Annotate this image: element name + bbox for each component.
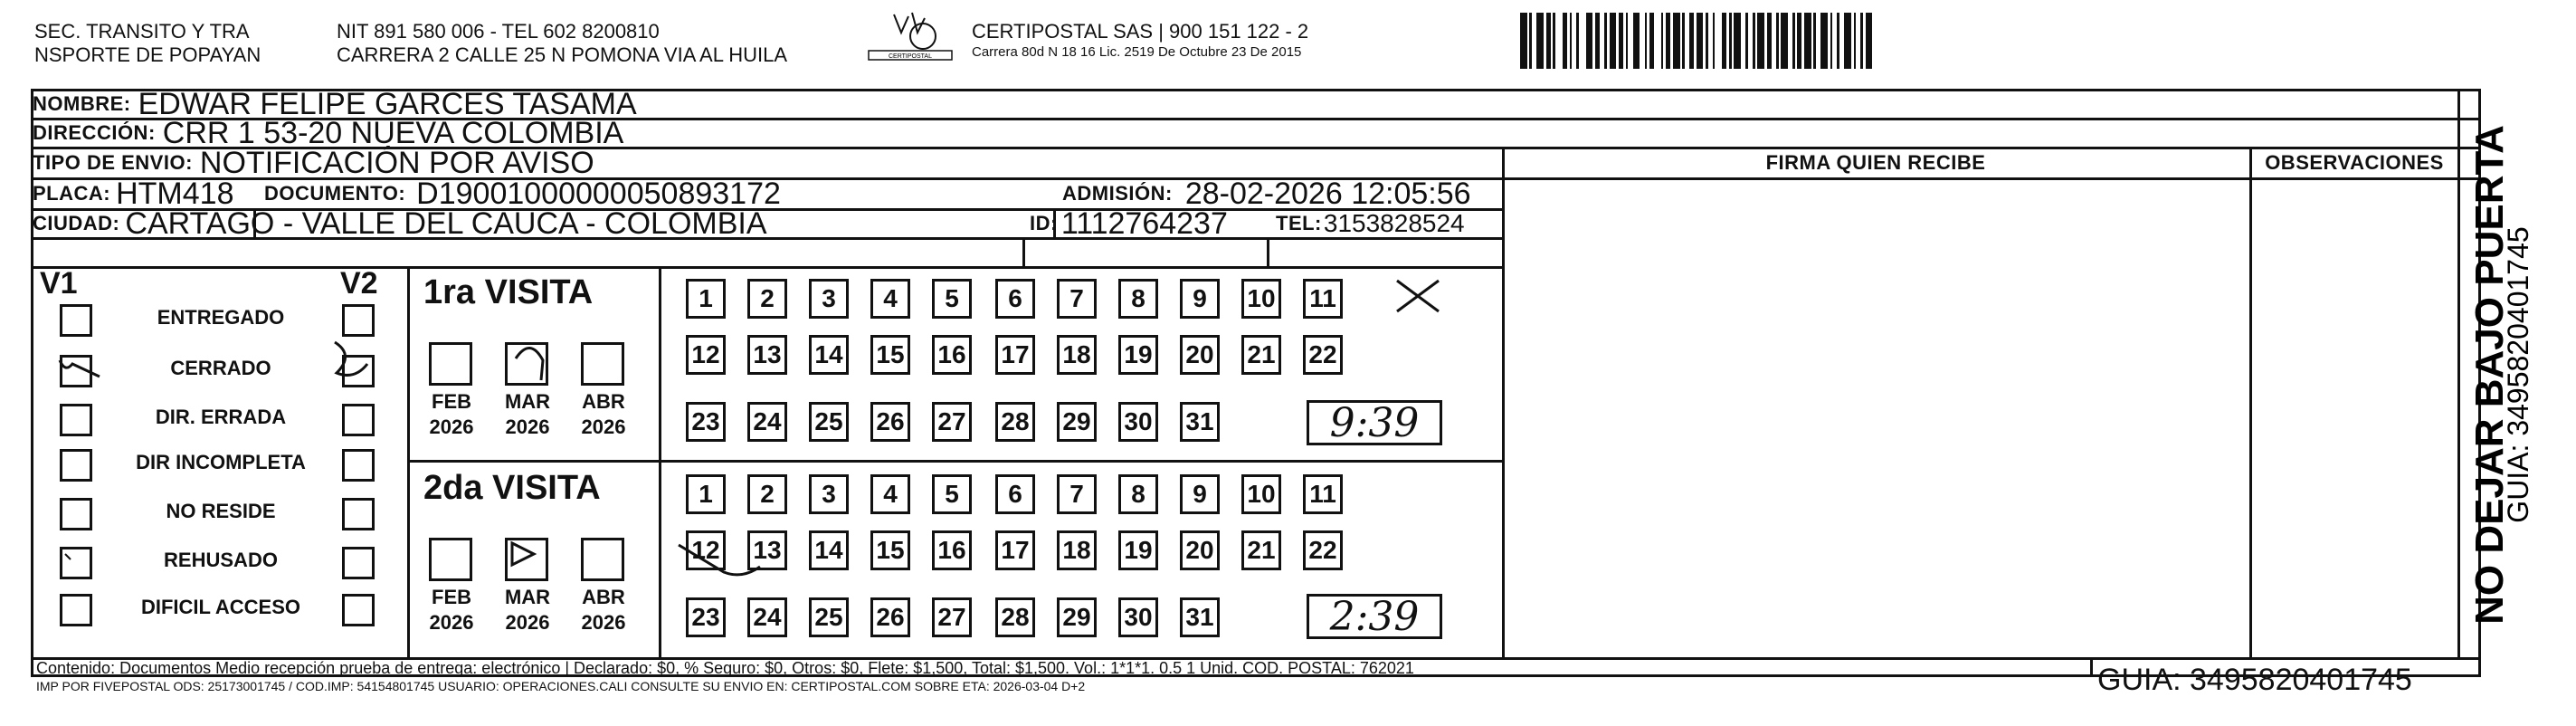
day-box[interactable]: 1 xyxy=(686,474,726,514)
direccion-label: DIRECCIÓN: xyxy=(33,121,156,144)
footer-guia: GUIA: 3495820401745 xyxy=(2097,663,2412,697)
day-box[interactable]: 1 xyxy=(686,279,726,319)
day-box[interactable]: 2 xyxy=(747,474,787,514)
day-box[interactable]: 30 xyxy=(1118,597,1158,637)
barcode-bar xyxy=(1673,13,1680,69)
barcode-bar xyxy=(1610,13,1617,69)
first-visit-label: 1ra VISITA xyxy=(423,273,594,311)
barcode-bar xyxy=(1781,13,1788,69)
day-box[interactable]: 20 xyxy=(1180,335,1220,375)
mark-rehusado xyxy=(65,554,71,559)
second-visit-label: 2da VISITA xyxy=(423,469,601,507)
admision-label: ADMISIÓN: xyxy=(1062,182,1173,205)
day-box[interactable]: 30 xyxy=(1118,402,1158,442)
tipo-value: NOTIFICACIÓN POR AVISO xyxy=(199,145,594,180)
day-box[interactable]: 7 xyxy=(1057,474,1097,514)
nit-line: NIT 891 580 006 - TEL 602 8200810 xyxy=(337,20,660,43)
day-box[interactable]: 14 xyxy=(809,335,849,375)
admision-value: 28-02-2026 12:05:56 xyxy=(1184,176,1471,211)
day-box[interactable]: 20 xyxy=(1180,530,1220,570)
status-label: NO RESIDE xyxy=(166,500,276,522)
barcode-bar xyxy=(1757,13,1764,69)
day-box[interactable]: 23 xyxy=(686,597,726,637)
day-box[interactable]: 26 xyxy=(870,597,910,637)
side-guia: GUIA: 3495820401745 xyxy=(2502,226,2530,523)
day-box[interactable]: 31 xyxy=(1180,597,1220,637)
tipo-label: TIPO DE ENVIO: xyxy=(33,151,193,174)
status-label: DIR. ERRADA xyxy=(155,406,287,428)
day-box[interactable]: 24 xyxy=(747,402,787,442)
day-box[interactable]: 16 xyxy=(932,335,972,375)
day-box[interactable]: 16 xyxy=(932,530,972,570)
day-box[interactable]: 21 xyxy=(1241,335,1281,375)
day-box[interactable]: 19 xyxy=(1118,530,1158,570)
barcode-bar xyxy=(1586,13,1593,69)
day-box[interactable]: 22 xyxy=(1303,335,1343,375)
day-box[interactable]: 11 xyxy=(1303,279,1343,319)
barcode-bar xyxy=(1820,13,1828,69)
barcode-bar xyxy=(1804,13,1811,69)
day-box[interactable]: 29 xyxy=(1057,597,1097,637)
status-label: REHUSADO xyxy=(164,549,278,571)
day-box[interactable]: 17 xyxy=(995,335,1035,375)
sender-line-1: SEC. TRANSITO Y TRA xyxy=(34,20,250,43)
id-value: 1112764237 xyxy=(1060,205,1228,241)
day-box[interactable]: 27 xyxy=(932,597,972,637)
placa-label: PLACA: xyxy=(33,182,111,205)
status-label: DIR INCOMPLETA xyxy=(136,451,306,473)
day-box[interactable]: 4 xyxy=(870,279,910,319)
nombre-value: EDWAR FELIPE GARCES TASAMA xyxy=(138,86,637,121)
col-divider xyxy=(1502,147,1505,659)
v1-label: V1 xyxy=(40,266,78,301)
day-box[interactable]: 10 xyxy=(1241,474,1281,514)
day-box[interactable]: 15 xyxy=(870,335,910,375)
placa-value: HTM418 xyxy=(116,176,234,211)
day-box[interactable]: 13 xyxy=(747,530,787,570)
month-name: ABR xyxy=(582,390,625,413)
check-mar-second xyxy=(512,543,534,565)
month-name: ABR xyxy=(582,586,625,608)
month-name: FEB xyxy=(432,390,471,413)
barcode-bar xyxy=(1633,13,1640,69)
month-name: FEB xyxy=(432,586,471,608)
documento-label: DOCUMENTO: xyxy=(264,182,406,205)
day-box[interactable]: 8 xyxy=(1118,474,1158,514)
barcode xyxy=(1520,13,2287,69)
address-line: CARRERA 2 CALLE 25 N POMONA VIA AL HUILA xyxy=(337,43,788,66)
month-name: MAR xyxy=(504,390,551,413)
month-year: 2026 xyxy=(581,416,626,438)
logo-text: CERTIPOSTAL xyxy=(889,53,932,60)
sender-line-2: NSPORTE DE POPAYAN xyxy=(34,43,261,66)
day-box[interactable]: 19 xyxy=(1118,335,1158,375)
day-box[interactable]: 13 xyxy=(747,335,787,375)
check-mar-first xyxy=(516,348,543,380)
day-box[interactable]: 25 xyxy=(809,597,849,637)
status-label: DIFICIL ACCESO xyxy=(140,596,300,618)
day-box[interactable]: 28 xyxy=(995,597,1035,637)
day-box[interactable]: 24 xyxy=(747,597,787,637)
check-cerrado-v2 xyxy=(335,342,367,375)
month-year: 2026 xyxy=(429,611,474,634)
tel-label: TEL: xyxy=(1276,212,1322,234)
barcode-bar xyxy=(1654,13,1661,69)
id-label: ID: xyxy=(1030,212,1058,234)
barcode-bar xyxy=(1520,13,1527,69)
barcode-bar xyxy=(1866,13,1873,69)
day-box[interactable]: 4 xyxy=(870,474,910,514)
documento-value: D19001000000050893172 xyxy=(416,176,781,211)
day-box[interactable]: 31 xyxy=(1180,402,1220,442)
day-box[interactable]: 9 xyxy=(1180,474,1220,514)
firma-header xyxy=(1502,148,2249,177)
barcode-bar xyxy=(1844,13,1851,69)
ciudad-label: CIUDAD: xyxy=(33,212,120,234)
month-name: MAR xyxy=(504,586,551,608)
day-box[interactable]: 15 xyxy=(870,530,910,570)
ciudad-value: CARTAGO - VALLE DEL CAUCA - COLOMBIA xyxy=(125,205,767,241)
barcode-bar xyxy=(1734,13,1741,69)
barcode-bar xyxy=(1579,13,1586,69)
day-box[interactable]: 3 xyxy=(809,474,849,514)
day-box[interactable]: 18 xyxy=(1057,335,1097,375)
day-box[interactable]: 29 xyxy=(1057,402,1097,442)
day-box[interactable]: 17 xyxy=(995,530,1035,570)
day-box[interactable]: 14 xyxy=(809,530,849,570)
day-box[interactable]: 9 xyxy=(1180,279,1220,319)
month-year: 2026 xyxy=(505,611,550,634)
day-box[interactable]: 22 xyxy=(1303,530,1343,570)
footer-print-info: IMP POR FIVEPOSTAL ODS: 25173001745 / COD.IMP: 54154801745 USUARIO: OPERACIONES.CALI CONSULTE SU ENVIO EN: CERTIPOSTAL.COM SOBRE ETA: 2026-03-04 D+2 xyxy=(36,679,1086,693)
side-warning: NO DEJAR BAJO PUERTA xyxy=(2467,125,2512,625)
second-visit-time: 2:39 xyxy=(1307,594,1442,639)
day-box[interactable]: 2 xyxy=(747,279,787,319)
day-box[interactable]: 6 xyxy=(995,279,1035,319)
day-box[interactable]: 26 xyxy=(870,402,910,442)
day-box[interactable]: 7 xyxy=(1057,279,1097,319)
check-cerrado-v1 xyxy=(60,360,100,377)
day-box[interactable]: 18 xyxy=(1057,530,1097,570)
month-year: 2026 xyxy=(429,416,474,438)
day-box[interactable]: 12 xyxy=(686,530,726,570)
mark-day-12 xyxy=(679,545,760,575)
barcode-bar xyxy=(1715,13,1722,69)
day-box[interactable]: 6 xyxy=(995,474,1035,514)
col-divider xyxy=(2090,657,2093,677)
status-label: CERRADO xyxy=(170,357,271,379)
day-box[interactable]: 27 xyxy=(932,402,972,442)
status-label: ENTREGADO xyxy=(157,306,285,329)
day-box[interactable]: 11 xyxy=(1303,474,1343,514)
nombre-label: NOMBRE: xyxy=(33,92,131,115)
day-box[interactable]: 23 xyxy=(686,402,726,442)
carrier-address: Carrera 80d N 18 16 Lic. 2519 De Octubre 23 De 2015 xyxy=(972,44,1302,60)
day-box[interactable]: 8 xyxy=(1118,279,1158,319)
barcode-bar xyxy=(1697,13,1704,69)
tel-value: 3153828524 xyxy=(1323,209,1465,237)
day-box[interactable]: 3 xyxy=(809,279,849,319)
side-text xyxy=(2467,103,2530,646)
barcode-bar xyxy=(1555,13,1563,69)
v2-label: V2 xyxy=(340,266,378,301)
day-box[interactable]: 28 xyxy=(995,402,1035,442)
day-box[interactable]: 12 xyxy=(686,335,726,375)
direccion-value: CRR 1 53-20 NUEVA COLOMBIA xyxy=(162,115,624,150)
observaciones-label: OBSERVACIONES xyxy=(2265,151,2444,174)
barcode-bar xyxy=(1872,13,1877,69)
barcode-bar xyxy=(1536,13,1544,69)
footer-content: Contenido: Documentos Medio recepción prueba de entrega: electrónico | Declarado: $0, % Seguro: $0, Otros: $0, Flete: $1,500, Total: $1,500. Vol.: 1*1*1. 0.5 1 Unid. COD. POSTAL: 762021 xyxy=(36,659,1414,677)
month-year: 2026 xyxy=(505,416,550,438)
day-box[interactable]: 25 xyxy=(809,402,849,442)
day-box[interactable]: 21 xyxy=(1241,530,1281,570)
observaciones-header xyxy=(2251,148,2457,177)
firma-label: FIRMA QUIEN RECIBE xyxy=(1765,151,1986,174)
col-divider xyxy=(2249,147,2252,659)
carrier-name: CERTIPOSTAL SAS | 900 151 122 - 2 xyxy=(972,20,1309,43)
col-divider xyxy=(2457,89,2460,659)
first-visit-time: 9:39 xyxy=(1307,400,1442,445)
mark-day-11 xyxy=(1397,281,1439,311)
day-box[interactable]: 10 xyxy=(1241,279,1281,319)
month-year: 2026 xyxy=(581,611,626,634)
day-box[interactable]: 5 xyxy=(932,279,972,319)
day-box[interactable]: 5 xyxy=(932,474,972,514)
